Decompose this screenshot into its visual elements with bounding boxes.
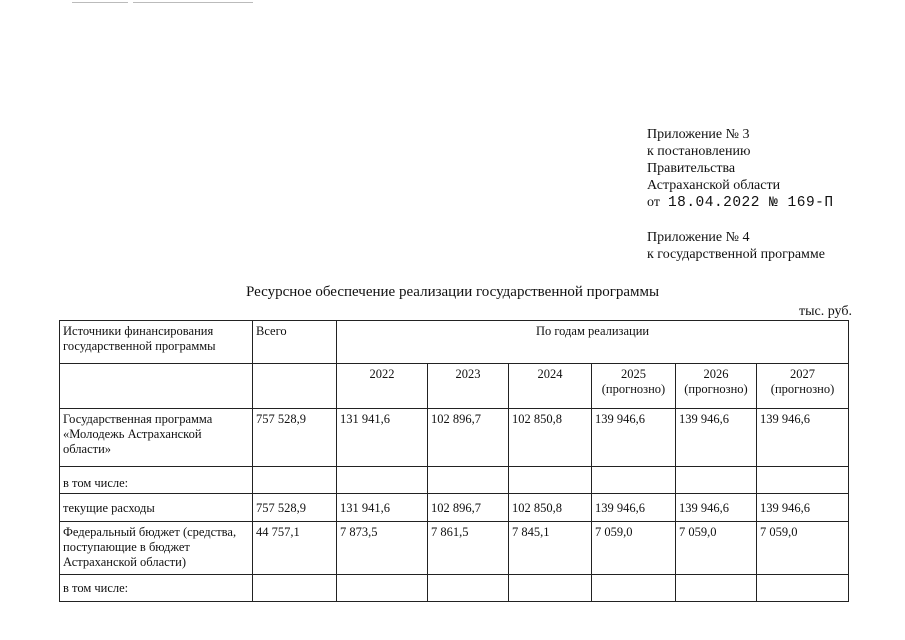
row-value	[337, 575, 428, 602]
table-row	[60, 575, 849, 602]
row-value: 139 946,6	[676, 409, 757, 467]
row-value: 139 946,6	[592, 409, 676, 467]
row-value: 102 896,7	[428, 409, 509, 467]
row-value	[428, 467, 509, 494]
row-label: в том числе:	[60, 467, 253, 494]
row-value	[757, 467, 849, 494]
row-value: 102 896,7	[428, 494, 509, 522]
row-value: 139 946,6	[757, 494, 849, 522]
row-total: 757 528,9	[253, 494, 337, 522]
scan-artifact	[133, 2, 253, 3]
table-row	[60, 494, 849, 522]
header-year: 2024	[509, 364, 592, 409]
row-total: 757 528,9	[253, 409, 337, 467]
date-prefix: от	[647, 195, 660, 210]
row-label: Государственная программа «Молодежь Астраханской области»	[60, 409, 253, 467]
program-appendix-line: к государственной программе	[647, 247, 825, 262]
row-value: 7 845,1	[509, 522, 592, 575]
row-value: 139 946,6	[757, 409, 849, 467]
units-label: тыс. руб.	[799, 304, 852, 319]
table-row	[60, 467, 849, 494]
row-label: в том числе:	[60, 575, 253, 602]
approval-line: к постановлению	[647, 144, 751, 159]
row-value: 7 873,5	[337, 522, 428, 575]
row-value: 7 059,0	[592, 522, 676, 575]
program-appendix-title: Приложение № 4	[647, 230, 750, 245]
row-value: 7 861,5	[428, 522, 509, 575]
date-number: 18.04.2022 № 169-П	[667, 195, 834, 211]
row-value	[592, 575, 676, 602]
header-by-years: По годам реализации	[337, 321, 849, 364]
row-value	[337, 467, 428, 494]
header-total: Всего	[253, 321, 337, 364]
approval-date-line	[647, 194, 834, 212]
scan-artifact	[72, 2, 128, 3]
row-value: 131 941,6	[337, 409, 428, 467]
row-value: 131 941,6	[337, 494, 428, 522]
approval-line: Правительства	[647, 161, 736, 176]
row-value	[592, 467, 676, 494]
row-value: 139 946,6	[676, 494, 757, 522]
document-header	[647, 126, 834, 263]
row-value: 7 059,0	[676, 522, 757, 575]
row-value	[676, 575, 757, 602]
header-years-row	[60, 364, 849, 409]
resource-table	[59, 320, 849, 602]
header-source: Источники финансирования государственной программы	[60, 321, 253, 364]
row-value	[428, 575, 509, 602]
row-total	[253, 467, 337, 494]
empty-cell	[253, 364, 337, 409]
header-year: 2023	[428, 364, 509, 409]
row-value	[757, 575, 849, 602]
table-row	[60, 522, 849, 575]
row-label: Федеральный бюджет (средства, поступающие в бюджет Астраханской области)	[60, 522, 253, 575]
empty-cell	[60, 364, 253, 409]
row-value: 7 059,0	[757, 522, 849, 575]
header-year: 2026 (прогнозно)	[676, 364, 757, 409]
row-label: текущие расходы	[60, 494, 253, 522]
header-year: 2022	[337, 364, 428, 409]
approval-appendix-title: Приложение № 3	[647, 127, 750, 142]
row-value: 139 946,6	[592, 494, 676, 522]
row-total: 44 757,1	[253, 522, 337, 575]
row-value: 102 850,8	[509, 494, 592, 522]
header-row	[60, 321, 849, 364]
approval-line: Астраханской области	[647, 178, 781, 193]
row-value	[509, 467, 592, 494]
row-value: 102 850,8	[509, 409, 592, 467]
row-total	[253, 575, 337, 602]
table-row	[60, 409, 849, 467]
row-value	[676, 467, 757, 494]
row-value	[509, 575, 592, 602]
header-year: 2027 (прогнозно)	[757, 364, 849, 409]
document-title: Ресурсное обеспечение реализации государственной программы	[245, 284, 660, 300]
header-year: 2025 (прогнозно)	[592, 364, 676, 409]
